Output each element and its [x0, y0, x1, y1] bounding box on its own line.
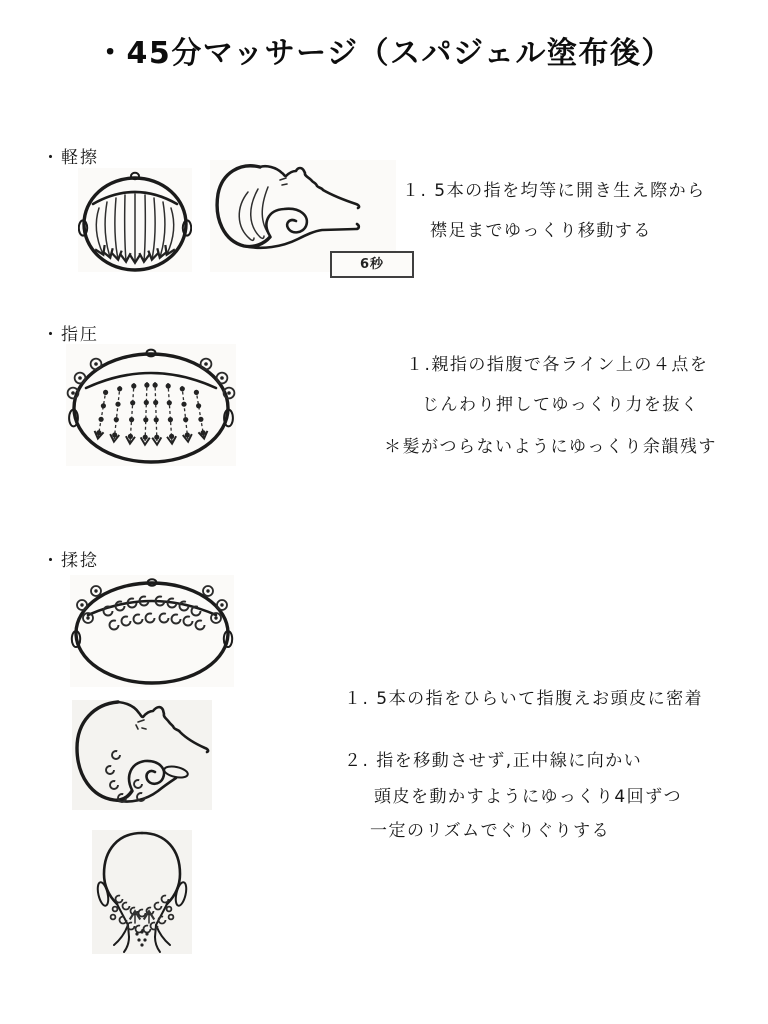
head-back-view-nape-kneading-illustration [92, 830, 192, 954]
head-top-view-stroke-arrows-illustration [78, 168, 192, 272]
shiatsu-note: ＊髪がつらないようにゆっくり余韻残す [384, 437, 717, 457]
effleurage-step1-line1: １. 5本の指を均等に開き生え際から [402, 181, 706, 201]
duration-badge: 6秒 [330, 251, 414, 278]
head-top-view-kneading-circles-illustration [70, 575, 234, 687]
shiatsu-step1-line1: １.親指の指腹で各ライン上の４点を [406, 355, 709, 375]
page-title: ・45分マッサージ（スパジェル塗布後） [95, 36, 673, 71]
reclined-profile-kneading-illustration [72, 700, 212, 810]
head-top-view-pressure-points-illustration [66, 344, 236, 466]
kneading-step2-line1: ２. 指を移動させず,正中線に向かい [344, 751, 643, 771]
shiatsu-step1-line2: じんわり押してゆっくり力を抜く [422, 395, 700, 415]
kneading-step2-line2: 頭皮を動かすようにゆっくり4回ずつ [374, 787, 683, 807]
kneading-step2-line3: 一定のリズムでぐりぐりする [370, 821, 611, 841]
section-label-shiatsu: ・指圧 [42, 325, 99, 345]
kneading-step1: １. 5本の指をひらいて指腹えお頭皮に密着 [344, 689, 704, 709]
section-label-kneading: ・揉捻 [42, 551, 99, 571]
section-label-effleurage: ・軽擦 [42, 148, 99, 168]
effleurage-step1-line2: 襟足までゆっくり移動する [430, 221, 652, 241]
